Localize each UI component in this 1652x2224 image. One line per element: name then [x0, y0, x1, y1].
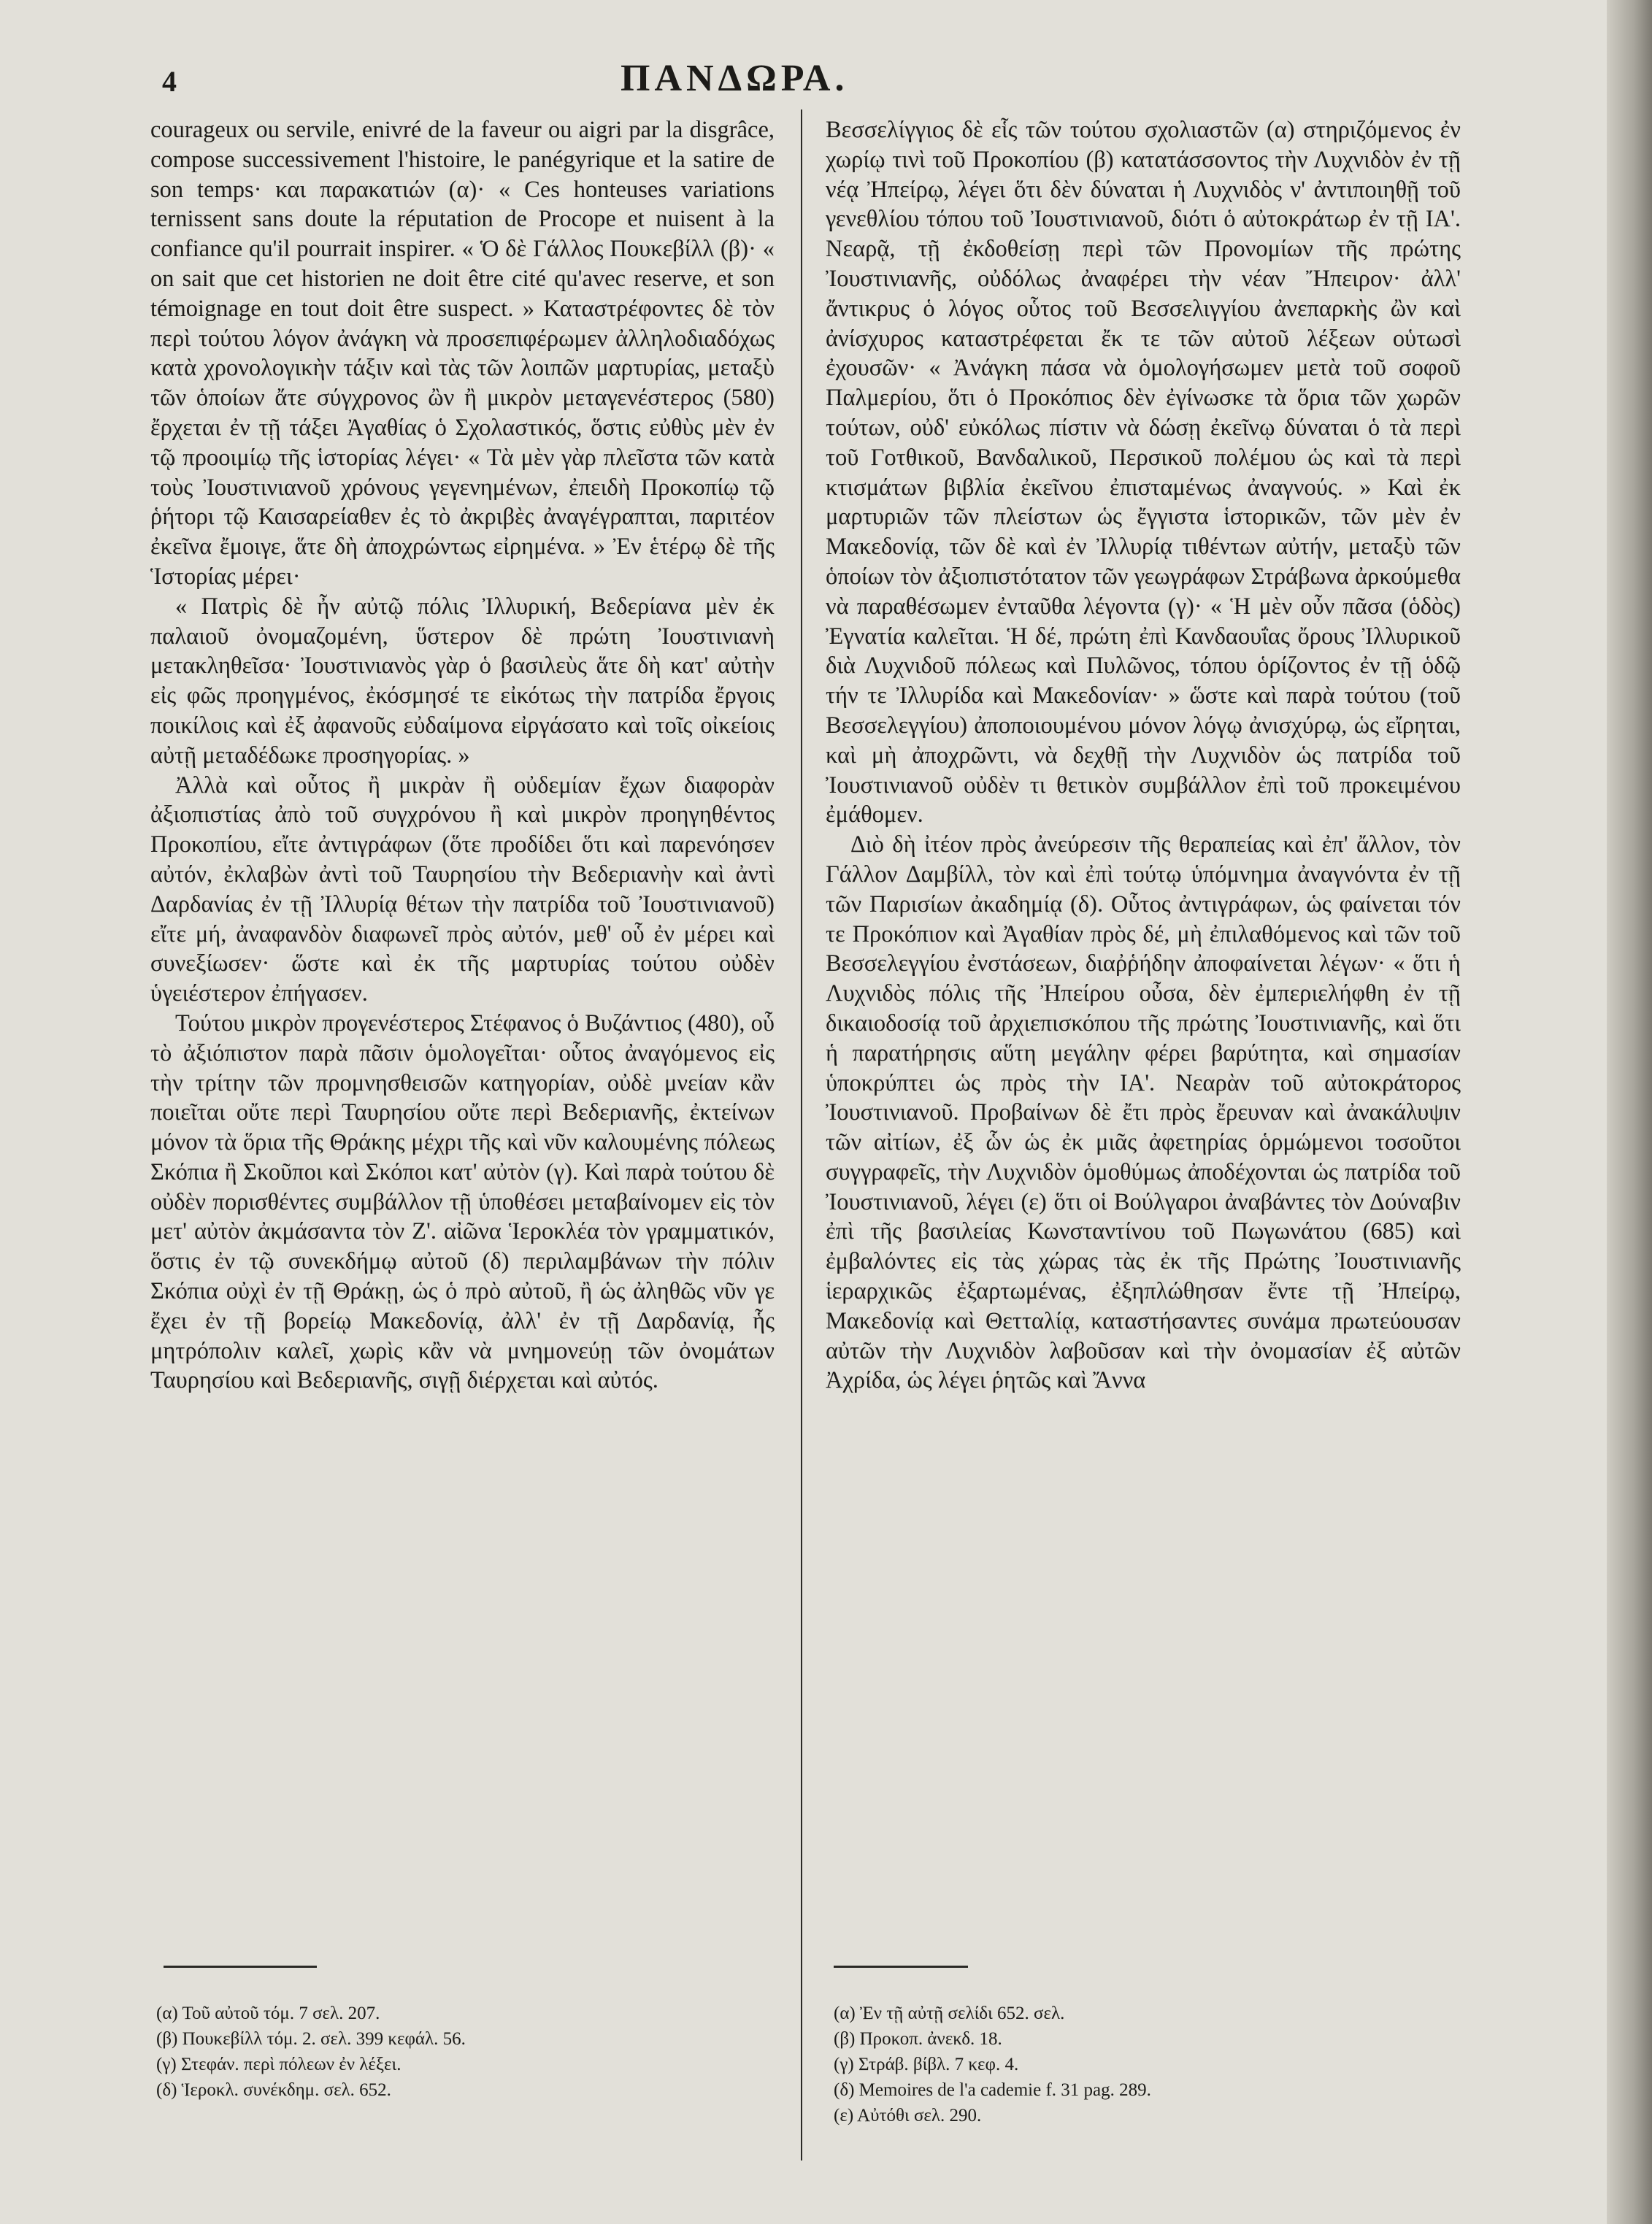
- footnote: (γ) Στράβ. βίβλ. 7 κεφ. 4.: [834, 2055, 1019, 2074]
- column-divider: [801, 109, 802, 2160]
- paragraph: « Πατρὶς δὲ ἦν αὐτῷ πόλις Ἰλλυρική, Βεδερίανα μὲν ἐκ παλαιοῦ ὀνομαζομένη, ὕστερον δὲ πρώτη Ἰουστινιανὴ μετακληθεῖσα· Ἰουστινιανὸς γὰρ ὁ βασιλεὺς ἅτε δὴ κατ' αὐτὴν εἰς φῶς προηγμένος, ἐκόσμησέ τε εἰκότως τὴν πατρίδα ἔργοις ποικίλοις καὶ ἐξ ἀφανοῦς εὐδαίμονα εἰργάσατο καὶ τοῖς οἰκείοις αὐτῇ μεταδέδωκε προσηγορίας. »: [150, 593, 775, 769]
- paragraph: Τούτου μικρὸν προγενέστερος Στέφανος ὁ Βυζάντιος (480), οὗ τὸ ἀξιόπιστον παρὰ πᾶσιν ὁμολογεῖται· οὗτος ἀναγόμενος εἰς τὴν τρίτην τῶν προμνησθεισῶν κατηγορίαν, οὐδὲ μνείαν κἂν ποιεῖται οὔτε περὶ Ταυρησίου οὔτε περὶ Βεδεριανῆς, ἐκτείνων μόνον τὰ ὅρια τῆς Θράκης μέχρι τῆς καὶ νῦν καλουμένης πόλεως Σκόπια ἢ Σκοῦποι καὶ Σκόποι κατ' αὐτὸν (γ). Καὶ παρὰ τούτου δὲ οὐδὲν πορισθέντες συμβάλλον τῇ ὑποθέσει μεταβαίνομεν εἰς τὸν μετ' αὐτὸν ἀκμάσαντα τὸν Ζ'. αἰῶνα Ἱεροκλέα τὸν γραμματικόν, ὅστις ἐν τῷ συνεκδήμῳ αὐτοῦ (δ) περιλαμβάνων τὴν πόλιν Σκόπια οὐχὶ ἐν τῇ Θράκῃ, ὡς ὁ πρὸ αὐτοῦ, ἢ ὡς ἀληθῶς νῦν γε ἔχει ἐν τῇ βορείῳ Μακεδονίᾳ, ἀλλ' ἐν τῇ Δαρδανίᾳ, ἧς μητρόπολιν καλεῖ, χωρὶς κἂν νὰ μνημονεύῃ τῶν ὀνομάτων Ταυρησίου καὶ Βεδεριανῆς, σιγῇ διέρχεται καὶ αὐτός.: [150, 1009, 775, 1394]
- page-number: 4: [162, 65, 177, 98]
- footnote: (ε) Αὐτόθι σελ. 290.: [834, 2106, 982, 2125]
- paragraph: Βεσσελίγγιος δὲ εἷς τῶν τούτου σχολιαστῶν (α) στηριζόμενος ἐν χωρίῳ τινὶ τοῦ Προκοπίου (β) κατατάσσοντος τὴν Λυχνιδὸν ἐν τῇ νέᾳ Ἠπείρῳ, λέγει ὅτι δὲν δύναται ἡ Λυχνιδὸς ν' ἀντιποιηθῇ τοῦ γενεθλίου τόπου τοῦ Ἰουστινιανοῦ, διότι ὁ αὐτοκράτωρ ἐν τῇ ΙΑ'. Νεαρᾷ, τῇ ἐκδοθείσῃ περὶ τῶν Προνομίων τῆς πρώτης Ἰουστινιανῆς, οὐδόλως ἀναφέρει τὴν νέαν Ἤπειρον· ἀλλ' ἄντικρυς ὁ λόγος οὗτος τοῦ Βεσσελιγγίου ἀνεπαρκὴς ὢν καὶ ἀνίσχυρος καταστρέφεται ἔκ τε τῶν αὐτοῦ λέξεων οὑτωσὶ ἐχουσῶν· « Ἀνάγκη πάσα νὰ ὁμολογήσωμεν μετὰ τοῦ σοφοῦ Παλμερίου, ὅτι ὁ Προκόπιος δὲν ἐγίνωσκε τὰ ὅρια τῶν χωρῶν τούτων, οὐδ' εὐκόλως πίστιν νὰ δώσῃ ἐκεῖνῳ δύναται ὁ τὰ περὶ τοῦ Γοτθικοῦ, Βανδαλικοῦ, Περσικοῦ πολέμου ὡς καὶ τὰ περὶ κτισμάτων βιβλία ἐκεῖνου ἐπισταμένως ἀναγνούς. » Καὶ ἐκ μαρτυριῶν τῶν πλείστων ὡς ἔγγιστα ἱστορικῶν, τῶν μὲν ἐν Μακεδονίᾳ, τῶν δὲ καὶ ἐν Ἰλλυρίᾳ τιθέντων αὐτήν, μεταξὺ τῶν ὁποίων τὸν ἀξιοπιστότατον τῶν γεωγράφων Στράβωνα ἀρκούμεθα νὰ παραθέσωμεν ἐνταῦθα λέγοντα (γ)· « Ἡ μὲν οὖν πᾶσα (ὁδὸς) Ἐγνατία καλεῖται. Ἡ δέ, πρώτη ἐπὶ Κανδαουΐας ὄρους Ἰλλυρικοῦ διὰ Λυχνιδοῦ πόλεως καὶ Πυλῶνος, τόπου ὁρίζοντος ἐν τῇ ὁδῷ τήν τε Ἰλλυρίδα καὶ Μακεδονίαν· » ὥστε καὶ παρὰ τούτου (τοῦ Βεσσελεγγίου) ἀποποιουμένου μόνον λόγῳ ἀνισχύρῳ, ὡς εἴρηται, καὶ μὴ ἀποχρῶντι, νὰ δεχθῇ τὴν Λυχνιδὸν ὡς πατρίδα τοῦ Ἰουστινιανοῦ οὐδὲν τι θετικὸν συμβάλλον ἐπὶ τοῦ προκειμένου ἐμάθομεν.: [826, 117, 1461, 828]
- page-header: [146, 57, 1564, 108]
- footnote: (γ) Στεφάν. περὶ πόλεων ἐν λέξει.: [156, 2055, 402, 2074]
- page-edge-shadow: [1607, 0, 1652, 2224]
- paragraph: Ἀλλὰ καὶ οὗτος ἢ μικρὰν ἢ οὐδεμίαν ἔχων διαφορὰν ἀξιοπιστίας ἀπὸ τοῦ συγχρόνου ἢ καὶ μικρὸν προηγηθέντος Προκοπίου, εἴτε ἀντιγράφων (ὅτε προδίδει ὅτι καὶ παρενόησεν αὐτόν, ἐκλαβὼν ἀντὶ τοῦ Ταυρησίου τὴν Βεδεριανὴν καὶ ἀντὶ Δαρδανίας ἐν τῇ Ἰλλυρίᾳ θέτων τὴν πατρίδα τοῦ Ἰουστινιανοῦ) εἴτε μή, ἀναφανδὸν διαφωνεῖ πρὸς αὐτόν, μεθ' οὗ ἐν μέρει καὶ συνεξίωσεν· ὥστε καὶ ἐκ τῆς μαρτυρίας τούτου οὐδὲν ὑγειέστερον ἐπήγασεν.: [150, 772, 775, 1007]
- footnotes-right: [834, 2001, 1447, 2128]
- footnote: (β) Πουκεβίλλ τόμ. 2. σελ. 399 κεφάλ. 56.: [156, 2029, 466, 2049]
- footnote-rule: [164, 1966, 317, 1968]
- footnote: (δ) Memoires de l'a cademie f. 31 pag. 289.: [834, 2080, 1151, 2100]
- left-column: [150, 115, 775, 1396]
- running-title: ΠΑΝΔΩΡΑ.: [621, 58, 849, 99]
- footnote: (δ) Ἱεροκλ. συνέκδημ. σελ. 652.: [156, 2080, 391, 2100]
- footnote: (α) Ἐν τῇ αὐτῇ σελίδι 652. σελ.: [834, 2004, 1065, 2023]
- footnotes-left: [156, 2001, 755, 2103]
- paragraph: courageux ou servile, enivré de la faveur ou aigri par la disgrâce, compose successivement l'histoire, le panégyrique et la satire de son temps· και παρακατιών (α)· « Ces honteuses variations ternissent sans doute la réputation de Procope et nuisent à la confiance qu'il pourrait inspirer. « Ὁ δὲ Γάλλος Πουκεβίλλ (β)· « on sait que cet historien ne doit être cité qu'avec reserve, et son témoignage en tout doit être suspect. » Καταστρέφοντες δὲ τὸν περὶ τούτου λόγον ἀνάγκη νὰ προσεπιφέρωμεν ἀλληλοδιαδόχως κατὰ χρονολογικὴν τάξιν καὶ τὰς τῶν λοιπῶν μαρτυρίας, μεταξὺ τῶν ὁποίων ἄτε σύγχρονος ὢν ἢ μικρὸν μεταγενέστερος (580) ἔρχεται ἐν τῇ τάξει Ἀγαθίας ὁ Σχολαστικός, ὅστις εὐθὺς μὲν ἐν τῷ προοιμίῳ τῆς ἱστορίας λέγει· « Τὰ μὲν γὰρ πλεῖστα τῶν κατὰ τοὺς Ἰουστινιανοῦ χρόνους γεγενημένων, ἐπειδὴ Προκοπίῳ τῷ ῥήτορι τῷ Καισαρείαθεν ἐς τὸ ἀκριβὲς ἀναγέγραπται, παριτέον ἐκεῖνα ἔμοιγε, ἅτε δὴ ἀποχρώντως εἰρημένα. » Ἐν ἑτέρῳ δὲ τῆς Ἱστορίας μέρει·: [150, 117, 775, 590]
- paragraph: Διὸ δὴ ἰτέον πρὸς ἀνεύρεσιν τῆς θεραπείας καὶ ἐπ' ἄλλον, τὸν Γάλλον Δαμβίλλ, τὸν καὶ ἐπὶ τούτῳ ὑπόμνημα ἀναγνόντα ἐν τῇ τῶν Παρισίων ἀκαδημίᾳ (δ). Οὗτος ἀντιγράφων, ὡς φαίνεται τόν τε Προκόπιον καὶ Ἀγαθίαν πρὸς δέ, μὴ ἐπιλαθόμενος καὶ τῶν τοῦ Βεσσελεγγίου ἐνστάσεων, διαῤῥήδην ἀποφαίνεται λέγων· « ὅτι ἡ Λυχνιδὸς πόλις τῆς Ἠπείρου οὖσα, δὲν ἐμπεριελήφθη ἐν τῇ δικαιοδοσίᾳ τοῦ ἀρχιεπισκόπου τῆς πρώτης Ἰουστινιανῆς, καὶ ὅτι ἡ παρατήρησις αὕτη μεγάλην φέρει βαρύτητα, καὶ σημασίαν ὑποκρύπτει ὡς πρὸς τὴν ΙΑ'. Νεαρὰν τοῦ αὐτοκράτορος Ἰουστινιανοῦ. Προβαίνων δὲ ἔτι πρὸς ἔρευναν καὶ ἀνακάλυψιν τῶν αἰτίων, ἐξ ὧν ὡς ἐκ μιᾶς ἀφετηρίας ὁρμώμενοι τοσοῦτοι συγγραφεῖς, τὴν Λυχνιδὸν ὁμοθύμως ἀποδέχονται ὡς πατρίδα τοῦ Ἰουστινιανοῦ, λέγει (ε) ὅτι οἱ Βούλγαροι ἀναβάντες τὸν Δούναβιν ἐπὶ τῆς βασιλείας Κωνσταντίνου τοῦ Πωγωνάτου (685) καὶ ἐμβαλόντες εἰς τὰς χώρας τὰς ἐκ τῆς Πρώτης Ἰουστινιανῆς ἱεραρχικῶς ἐξαρτωμένας, ἐξηπλώθησαν ἔντε τῇ Ἠπείρῳ, Μακεδονίᾳ καὶ Θετταλίᾳ, καταστήσαντες συνάμα πρωτεύουσαν αὐτῶν τὴν Λυχνιδὸν λαβοῦσαν καὶ τὴν ὀνομασίαν ἐξ αὐτῶν Ἀχρίδα, ὡς λέγει ῥητῶς καὶ Ἄννα: [826, 831, 1461, 1394]
- footnote-rule: [834, 1966, 968, 1968]
- right-column: [826, 115, 1461, 1396]
- footnote: (α) Τοῦ αὐτοῦ τόμ. 7 σελ. 207.: [156, 2004, 380, 2023]
- footnote: (β) Προκοπ. ἀνεκδ. 18.: [834, 2029, 1002, 2049]
